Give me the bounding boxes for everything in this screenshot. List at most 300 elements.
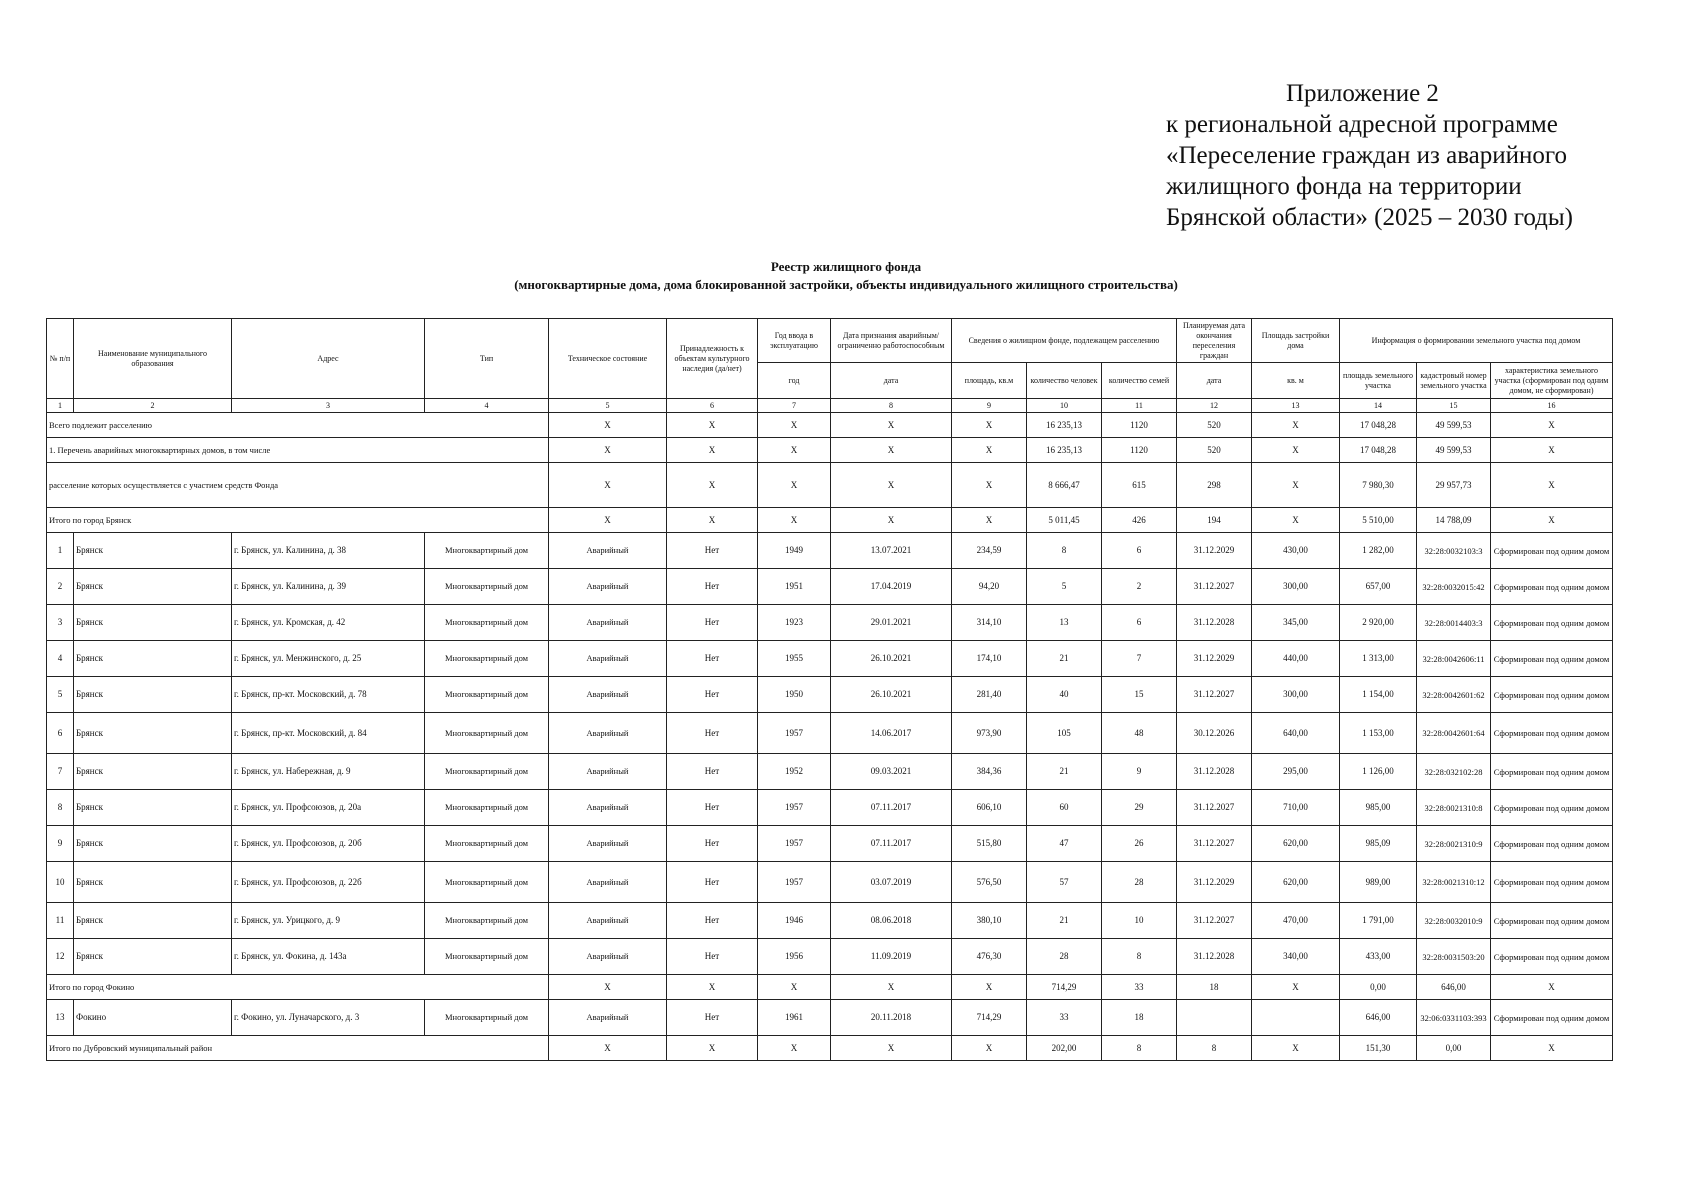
condition-cell: Аварийный: [549, 862, 667, 903]
cadastral-cell: X: [1491, 463, 1613, 508]
col-type: Тип: [425, 319, 549, 399]
year-cell: 1955: [758, 641, 831, 677]
land-area-cell: 1 313,00: [1340, 641, 1417, 677]
land-char-cell: Сформирован под одним домом: [1491, 862, 1613, 903]
families-cell: 6: [1102, 605, 1177, 641]
sub-families: количество семей: [1102, 363, 1177, 399]
people-cell: 1120: [1102, 413, 1177, 438]
plan-date-cell: X: [1252, 413, 1340, 438]
land-char-cell: Сформирован под одним домом: [1491, 677, 1613, 713]
land-char-cell: Сформирован под одним домом: [1491, 569, 1613, 605]
land-char-cell: Сформирован под одним домом: [1491, 605, 1613, 641]
column-numbers-row: [47, 399, 1613, 413]
building-area-cell: 710,00: [1252, 790, 1340, 826]
people-cell: 426: [1102, 508, 1177, 533]
people-cell: 8: [1102, 1036, 1177, 1061]
people-cell: 615: [1102, 463, 1177, 508]
summary-row: [47, 463, 1613, 508]
row-number: 11: [47, 903, 74, 939]
address-cell: г. Брянск, пр-кт. Московский, д. 84: [232, 713, 425, 754]
area-cell: 5 011,45: [1027, 508, 1102, 533]
heritage-cell: Нет: [667, 754, 758, 790]
type-cell: Многоквартирный дом: [425, 903, 549, 939]
col-heritage: Принадлежность к объектам культурного наследия (да/нет): [667, 319, 758, 399]
land-area-cell: 1 791,00: [1340, 903, 1417, 939]
plan-date-cell: 31.12.2027: [1177, 903, 1252, 939]
row-number: 9: [47, 826, 74, 862]
building-area-cell: 17 048,28: [1340, 438, 1417, 463]
type-cell: Многоквартирный дом: [425, 862, 549, 903]
cadastral-cell: 32:28:0014403:3: [1417, 605, 1491, 641]
appendix-line: Приложение 2: [1286, 80, 1439, 107]
year-cell: 1950: [758, 677, 831, 713]
sub-area: площадь, кв.м: [952, 363, 1027, 399]
people-cell: 1120: [1102, 438, 1177, 463]
families-cell: 18: [1102, 1000, 1177, 1036]
address-cell: г. Фокино, ул. Луначарского, д. 3: [232, 1000, 425, 1036]
table-body: [47, 413, 1613, 1061]
type-cell: X: [549, 508, 667, 533]
date-cell: X: [952, 1036, 1027, 1061]
heritage-cell: Нет: [667, 569, 758, 605]
area-cell: 476,30: [952, 939, 1027, 975]
type-cell: Многоквартирный дом: [425, 826, 549, 862]
heritage-cell: Нет: [667, 862, 758, 903]
year-cell: 1946: [758, 903, 831, 939]
plan-date-cell: 31.12.2028: [1177, 754, 1252, 790]
land-char-cell: Сформирован под одним домом: [1491, 533, 1613, 569]
condition-cell: Аварийный: [549, 677, 667, 713]
area-cell: 202,00: [1027, 1036, 1102, 1061]
area-cell: 314,10: [952, 605, 1027, 641]
address-cell: г. Брянск, ул. Профсоюзов, д. 20а: [232, 790, 425, 826]
cadastral-cell: X: [1491, 438, 1613, 463]
col-number: 2: [74, 399, 232, 413]
year-cell: 1957: [758, 826, 831, 862]
col-number: 10: [1027, 399, 1102, 413]
building-area-cell: 470,00: [1252, 903, 1340, 939]
building-area-cell: 640,00: [1252, 713, 1340, 754]
condition-cell: X: [667, 508, 758, 533]
families-cell: 48: [1102, 713, 1177, 754]
municipality-cell: Брянск: [74, 754, 232, 790]
people-cell: 13: [1027, 605, 1102, 641]
date-cell: 08.06.2018: [831, 903, 952, 939]
families-cell: 29: [1102, 790, 1177, 826]
row-number: 12: [47, 939, 74, 975]
cadastral-cell: 32:28:032102:28: [1417, 754, 1491, 790]
year-cell: 1956: [758, 939, 831, 975]
heritage-cell: Нет: [667, 605, 758, 641]
type-cell: X: [549, 413, 667, 438]
table-row: [47, 641, 1613, 677]
families-cell: 8: [1102, 939, 1177, 975]
date-cell: 11.09.2019: [831, 939, 952, 975]
row-number: 3: [47, 605, 74, 641]
condition-cell: Аварийный: [549, 939, 667, 975]
building-area-cell: 5 510,00: [1340, 508, 1417, 533]
cadastral-cell: 32:28:0032103:3: [1417, 533, 1491, 569]
col-number: 16: [1491, 399, 1613, 413]
date-cell: 14.06.2017: [831, 713, 952, 754]
condition-cell: X: [667, 975, 758, 1000]
building-area-cell: 300,00: [1252, 677, 1340, 713]
heritage-cell: X: [758, 413, 831, 438]
row-number: 4: [47, 641, 74, 677]
type-cell: Многоквартирный дом: [425, 641, 549, 677]
col-address: Адрес: [232, 319, 425, 399]
col-number: 12: [1177, 399, 1252, 413]
heritage-cell: Нет: [667, 677, 758, 713]
table-row: [47, 790, 1613, 826]
people-cell: 33: [1102, 975, 1177, 1000]
area-cell: 94,20: [952, 569, 1027, 605]
col-number: 5: [549, 399, 667, 413]
appendix-line: «Переселение граждан из аварийного: [1166, 142, 1568, 169]
address-cell: г. Брянск, ул. Урицкого, д. 9: [232, 903, 425, 939]
table-row: [47, 862, 1613, 903]
cadastral-cell: 32:28:0042606:11: [1417, 641, 1491, 677]
row-number: 6: [47, 713, 74, 754]
col-number: 9: [952, 399, 1027, 413]
heritage-cell: X: [758, 463, 831, 508]
date-cell: X: [952, 508, 1027, 533]
row-number: 8: [47, 790, 74, 826]
building-area-cell: 17 048,28: [1340, 413, 1417, 438]
land-area-cell: 989,00: [1340, 862, 1417, 903]
families-cell: 10: [1102, 903, 1177, 939]
land-area-cell: 985,09: [1340, 826, 1417, 862]
land-area-cell: 657,00: [1340, 569, 1417, 605]
land-area-cell: 14 788,09: [1417, 508, 1491, 533]
date-cell: 17.04.2019: [831, 569, 952, 605]
area-cell: 384,36: [952, 754, 1027, 790]
cadastral-cell: 32:06:0331103:393: [1417, 1000, 1491, 1036]
condition-cell: Аварийный: [549, 605, 667, 641]
row-number: 5: [47, 677, 74, 713]
land-area-cell: 1 126,00: [1340, 754, 1417, 790]
land-char-cell: Сформирован под одним домом: [1491, 939, 1613, 975]
condition-cell: Аварийный: [549, 533, 667, 569]
col-number: 7: [758, 399, 831, 413]
cadastral-cell: 32:28:0031503:20: [1417, 939, 1491, 975]
plan-date-cell: 31.12.2027: [1177, 569, 1252, 605]
families-cell: 520: [1177, 438, 1252, 463]
col-commission-year: Год ввода в эксплуатацию: [758, 319, 831, 363]
table-row: [47, 939, 1613, 975]
people-cell: 60: [1027, 790, 1102, 826]
people-cell: 105: [1027, 713, 1102, 754]
col-recognition-date: Дата признания аварийным/ограниченно работоспособным: [831, 319, 952, 363]
cadastral-cell: 32:28:0021310:12: [1417, 862, 1491, 903]
sub-land-area: площадь земельного участка: [1340, 363, 1417, 399]
date-cell: 13.07.2021: [831, 533, 952, 569]
sub-date: дата: [831, 363, 952, 399]
land-area-cell: 0,00: [1417, 1036, 1491, 1061]
land-char-cell: Сформирован под одним домом: [1491, 754, 1613, 790]
type-cell: Многоквартирный дом: [425, 713, 549, 754]
building-area-cell: 440,00: [1252, 641, 1340, 677]
heritage-cell: X: [758, 1036, 831, 1061]
municipality-cell: Брянск: [74, 862, 232, 903]
people-cell: 8: [1027, 533, 1102, 569]
type-cell: Многоквартирный дом: [425, 939, 549, 975]
building-area-cell: 340,00: [1252, 939, 1340, 975]
heritage-cell: Нет: [667, 1000, 758, 1036]
type-cell: Многоквартирный дом: [425, 533, 549, 569]
col-housing-info: Сведения о жилищном фонде, подлежащем расселению: [952, 319, 1177, 363]
year-cell: 1961: [758, 1000, 831, 1036]
type-cell: X: [549, 463, 667, 508]
table-row: [47, 605, 1613, 641]
condition-cell: X: [667, 438, 758, 463]
building-area-cell: 0,00: [1340, 975, 1417, 1000]
col-condition: Техническое состояние: [549, 319, 667, 399]
date-cell: X: [952, 975, 1027, 1000]
year-cell: 1957: [758, 790, 831, 826]
municipality-cell: Брянск: [74, 939, 232, 975]
municipality-cell: Брянск: [74, 903, 232, 939]
municipality-cell: Брянск: [74, 677, 232, 713]
families-cell: 15: [1102, 677, 1177, 713]
sub-kvm: кв. м: [1252, 363, 1340, 399]
cadastral-cell: X: [1491, 508, 1613, 533]
appendix-line: к региональной адресной программе: [1166, 111, 1558, 138]
condition-cell: Аварийный: [549, 569, 667, 605]
date-cell: 20.11.2018: [831, 1000, 952, 1036]
cadastral-cell: 32:28:0032015:42: [1417, 569, 1491, 605]
year-cell: X: [831, 508, 952, 533]
sub-land-char: характеристика земельного участка (сформирован под одним домом, не сформирован): [1491, 363, 1613, 399]
area-cell: 281,40: [952, 677, 1027, 713]
building-area-cell: 430,00: [1252, 533, 1340, 569]
cadastral-cell: 32:28:0021310:8: [1417, 790, 1491, 826]
col-number: 4: [425, 399, 549, 413]
heritage-cell: Нет: [667, 641, 758, 677]
land-area-cell: 1 154,00: [1340, 677, 1417, 713]
heritage-cell: X: [758, 508, 831, 533]
families-cell: 8: [1177, 1036, 1252, 1061]
area-cell: 714,29: [952, 1000, 1027, 1036]
table-row: [47, 713, 1613, 754]
col-number: 14: [1340, 399, 1417, 413]
appendix-line: жилищного фонда на территории: [1166, 173, 1522, 200]
summary-label: 1. Перечень аварийных многоквартирных домов, в том числе: [47, 438, 549, 463]
building-area-cell: 7 980,30: [1340, 463, 1417, 508]
summary-label: Итого по город Брянск: [47, 508, 549, 533]
cadastral-cell: X: [1491, 413, 1613, 438]
type-cell: Многоквартирный дом: [425, 1000, 549, 1036]
col-number: 11: [1102, 399, 1177, 413]
municipality-cell: Брянск: [74, 826, 232, 862]
plan-date-cell: 31.12.2029: [1177, 641, 1252, 677]
sub-cadastral: кадастровый номер земельного участка: [1417, 363, 1491, 399]
municipality-cell: Фокино: [74, 1000, 232, 1036]
cadastral-cell: 32:28:0042601:64: [1417, 713, 1491, 754]
building-area-cell: 151,30: [1340, 1036, 1417, 1061]
area-cell: 606,10: [952, 790, 1027, 826]
land-area-cell: 49 599,53: [1417, 438, 1491, 463]
document-title: [0, 258, 1692, 294]
condition-cell: X: [667, 1036, 758, 1061]
date-cell: X: [952, 463, 1027, 508]
municipality-cell: Брянск: [74, 790, 232, 826]
families-cell: 6: [1102, 533, 1177, 569]
type-cell: Многоквартирный дом: [425, 569, 549, 605]
building-area-cell: [1252, 1000, 1340, 1036]
municipality-cell: Брянск: [74, 569, 232, 605]
building-area-cell: 345,00: [1252, 605, 1340, 641]
families-cell: 9: [1102, 754, 1177, 790]
appendix-header: [1166, 78, 1666, 233]
area-cell: 174,10: [952, 641, 1027, 677]
year-cell: 1951: [758, 569, 831, 605]
land-char-cell: Сформирован под одним домом: [1491, 641, 1613, 677]
municipality-cell: Брянск: [74, 605, 232, 641]
summary-row: [47, 1036, 1613, 1061]
area-cell: 714,29: [1027, 975, 1102, 1000]
col-number: 15: [1417, 399, 1491, 413]
summary-row: [47, 975, 1613, 1000]
heritage-cell: X: [758, 438, 831, 463]
address-cell: г. Брянск, ул. Калинина, д. 38: [232, 533, 425, 569]
sub-people: количество человек: [1027, 363, 1102, 399]
address-cell: г. Брянск, ул. Кромская, д. 42: [232, 605, 425, 641]
date-cell: 07.11.2017: [831, 790, 952, 826]
families-cell: 7: [1102, 641, 1177, 677]
condition-cell: Аварийный: [549, 754, 667, 790]
land-area-cell: 49 599,53: [1417, 413, 1491, 438]
col-number: 6: [667, 399, 758, 413]
row-number: 13: [47, 1000, 74, 1036]
address-cell: г. Брянск, ул. Профсоюзов, д. 20б: [232, 826, 425, 862]
heritage-cell: Нет: [667, 903, 758, 939]
area-cell: 973,90: [952, 713, 1027, 754]
families-cell: 194: [1177, 508, 1252, 533]
summary-row: [47, 508, 1613, 533]
plan-date-cell: X: [1252, 975, 1340, 1000]
type-cell: X: [549, 975, 667, 1000]
plan-date-cell: 31.12.2027: [1177, 790, 1252, 826]
municipality-cell: Брянск: [74, 533, 232, 569]
table-row: [47, 677, 1613, 713]
heritage-cell: Нет: [667, 713, 758, 754]
table-row: [47, 1000, 1613, 1036]
col-land-info: Информация о формировании земельного участка под домом: [1340, 319, 1613, 363]
summary-label: расселение которых осуществляется с участием средств Фонда: [47, 463, 549, 508]
plan-date-cell: X: [1252, 1036, 1340, 1061]
municipality-cell: Брянск: [74, 641, 232, 677]
summary-label: Итого по город Фокино: [47, 975, 549, 1000]
address-cell: г. Брянск, ул. Менжинского, д. 25: [232, 641, 425, 677]
address-cell: г. Брянск, ул. Фокина, д. 143а: [232, 939, 425, 975]
condition-cell: Аварийный: [549, 713, 667, 754]
year-cell: 1949: [758, 533, 831, 569]
land-char-cell: Сформирован под одним домом: [1491, 826, 1613, 862]
plan-date-cell: 31.12.2029: [1177, 533, 1252, 569]
address-cell: г. Брянск, ул. Калинина, д. 39: [232, 569, 425, 605]
land-area-cell: 646,00: [1417, 975, 1491, 1000]
land-area-cell: 2 920,00: [1340, 605, 1417, 641]
title-line-2: (многоквартирные дома, дома блокированной застройки, объекты индивидуального жилищного строительства): [514, 277, 1178, 292]
housing-registry-table: [46, 318, 1613, 1061]
area-cell: 8 666,47: [1027, 463, 1102, 508]
families-cell: 2: [1102, 569, 1177, 605]
appendix-line: Брянской области» (2025 – 2030 годы): [1166, 204, 1573, 231]
address-cell: г. Брянск, пр-кт. Московский, д. 78: [232, 677, 425, 713]
year-cell: 1923: [758, 605, 831, 641]
condition-cell: Аварийный: [549, 1000, 667, 1036]
col-planned-date: Планируемая дата окончания переселения граждан: [1177, 319, 1252, 363]
plan-date-cell: X: [1252, 508, 1340, 533]
heritage-cell: X: [758, 975, 831, 1000]
cadastral-cell: 32:28:0032010:9: [1417, 903, 1491, 939]
plan-date-cell: 31.12.2028: [1177, 939, 1252, 975]
people-cell: 21: [1027, 754, 1102, 790]
people-cell: 21: [1027, 903, 1102, 939]
building-area-cell: 295,00: [1252, 754, 1340, 790]
heritage-cell: Нет: [667, 826, 758, 862]
row-number: 2: [47, 569, 74, 605]
cadastral-cell: 32:28:0042601:62: [1417, 677, 1491, 713]
year-cell: 1957: [758, 713, 831, 754]
date-cell: 07.11.2017: [831, 826, 952, 862]
type-cell: Многоквартирный дом: [425, 677, 549, 713]
condition-cell: X: [667, 463, 758, 508]
people-cell: 28: [1027, 939, 1102, 975]
cadastral-cell: 32:28:0021310:9: [1417, 826, 1491, 862]
date-cell: 29.01.2021: [831, 605, 952, 641]
table-row: [47, 903, 1613, 939]
title-line-1: Реестр жилищного фонда: [770, 259, 922, 274]
area-cell: 515,80: [952, 826, 1027, 862]
families-cell: 18: [1177, 975, 1252, 1000]
year-cell: X: [831, 438, 952, 463]
type-cell: Многоквартирный дом: [425, 605, 549, 641]
land-char-cell: Сформирован под одним домом: [1491, 903, 1613, 939]
date-cell: X: [952, 413, 1027, 438]
date-cell: 09.03.2021: [831, 754, 952, 790]
row-number: 1: [47, 533, 74, 569]
year-cell: X: [831, 413, 952, 438]
year-cell: 1952: [758, 754, 831, 790]
families-cell: 520: [1177, 413, 1252, 438]
table-row: [47, 754, 1613, 790]
condition-cell: Аварийный: [549, 903, 667, 939]
people-cell: 5: [1027, 569, 1102, 605]
summary-row: [47, 413, 1613, 438]
land-area-cell: 1 153,00: [1340, 713, 1417, 754]
area-cell: 16 235,13: [1027, 413, 1102, 438]
year-cell: 1957: [758, 862, 831, 903]
condition-cell: Аварийный: [549, 826, 667, 862]
people-cell: 21: [1027, 641, 1102, 677]
date-cell: 26.10.2021: [831, 677, 952, 713]
row-number: 7: [47, 754, 74, 790]
summary-label: Всего подлежит расселению: [47, 413, 549, 438]
date-cell: 26.10.2021: [831, 641, 952, 677]
col-municipality: Наименование муниципального образования: [74, 319, 232, 399]
type-cell: Многоквартирный дом: [425, 790, 549, 826]
col-num: № п/п: [47, 319, 74, 399]
type-cell: Многоквартирный дом: [425, 754, 549, 790]
municipality-cell: Брянск: [74, 713, 232, 754]
cadastral-cell: X: [1491, 975, 1613, 1000]
heritage-cell: Нет: [667, 790, 758, 826]
condition-cell: Аварийный: [549, 790, 667, 826]
col-building-area: Площадь застройки дома: [1252, 319, 1340, 363]
families-cell: 28: [1102, 862, 1177, 903]
